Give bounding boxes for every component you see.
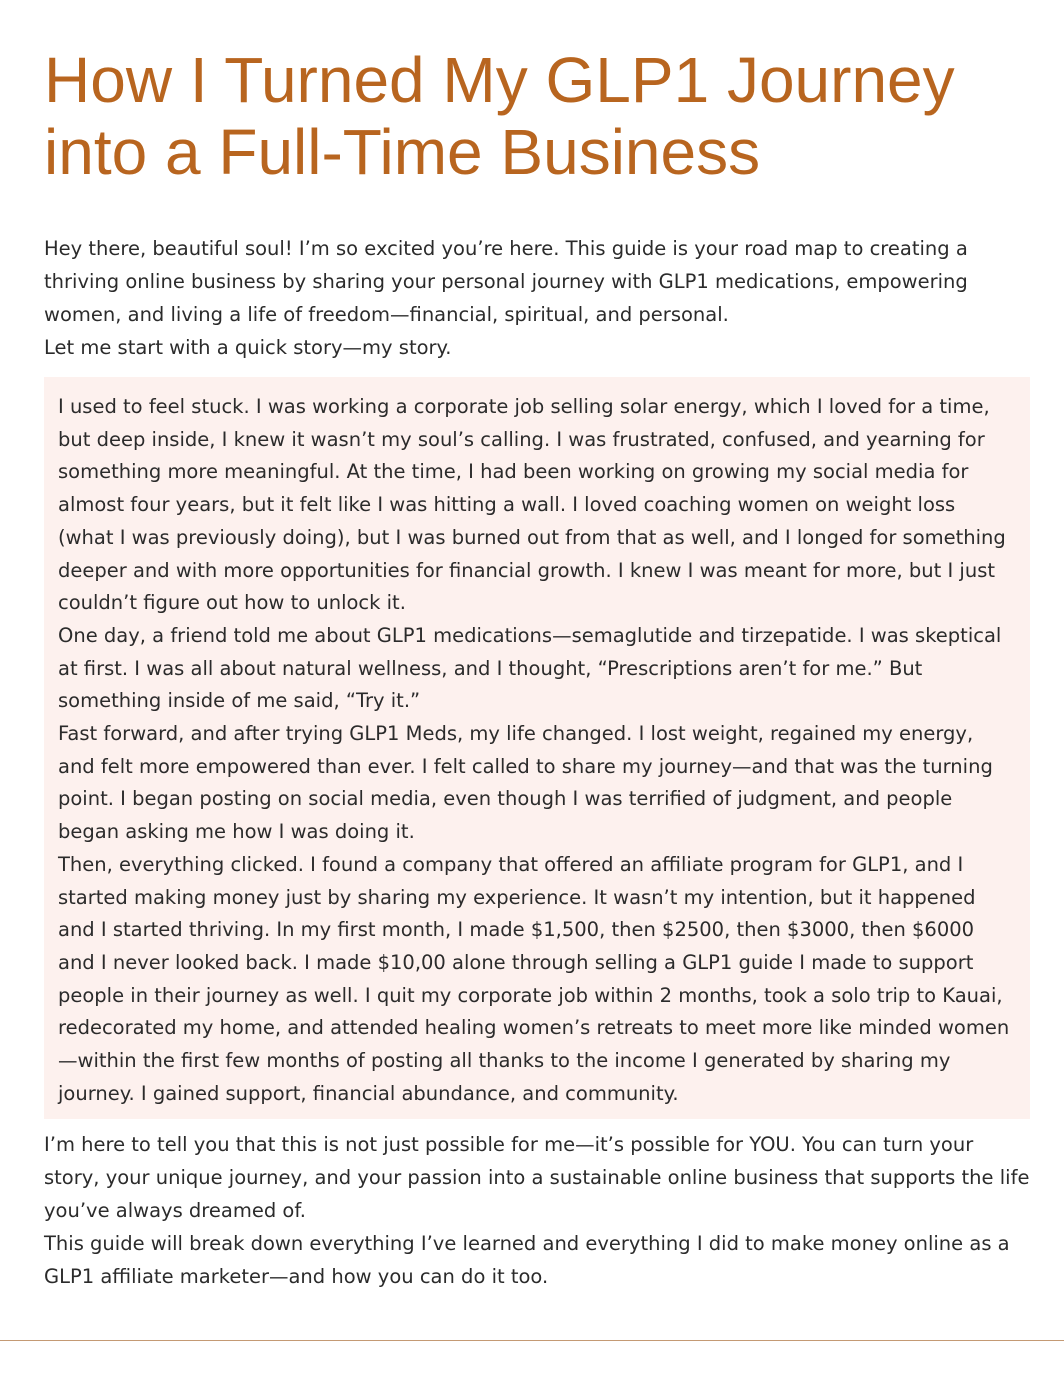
intro-paragraph: Hey there, beautiful soul! I’m so excited you’re here. This guide is your road map to creating a thriving online business by sharing your personal journey with GLP1 medications, empowering women, and living a life of freedom—financial, spiritual, and personal.	[44, 237, 968, 326]
intro-section	[44, 232, 1034, 364]
page-title-line-1: How I Turned My GLP1 Journey	[44, 44, 955, 116]
outro-paragraph: I’m here to tell you that this is not just possible for me—it’s possible for YOU. You can turn your story, your unique journey, and your passion into a sustainable online business that supports the life you’ve always dreamed of.	[44, 1133, 1030, 1222]
page-title	[44, 44, 1044, 188]
story-paragraph: Then, everything clicked. I found a company that offered an affiliate program for GLP1, and I started making money just by sharing my experience. It wasn’t my intention, but it happened and I started thriving. In my first month, I made $1,500, then $2500, then $3000, then $6000 and I never looked back. I made $10,00 alone through selling a GLP1 guide I made to support people in their journey as well. I quit my corporate job within 2 months, took a solo trip to Kauai, redecorated my home, and attended healing women’s retreats to meet more like minded women—within the first few months of posting all thanks to the income I generated by sharing my journey. I gained support, financial abundance, and community.	[58, 852, 1010, 1105]
outro-section	[44, 1128, 1034, 1293]
story-paragraph: One day, a friend told me about GLP1 medications—semaglutide and tirzepatide. I was skeptical at first. I was all about natural wellness, and I thought, “Prescriptions aren’t for me.” But something inside of me said, “Try it.”	[58, 623, 1002, 713]
page-title-line-2: into a Full-Time Business	[44, 116, 761, 188]
story-paragraph: I used to feel stuck. I was working a corporate job selling solar energy, which I loved for a time, but deep inside, I knew it wasn’t my soul’s calling. I was frustrated, confused, and yearning for something more meaningful. At the time, I had been working on growing my social media for almost four years, but it felt like I was hitting a wall. I loved coaching women on weight loss (what I was previously doing), but I was burned out from that as well, and I longed for something deeper and with more opportunities for financial growth. I knew I was meant for more, but I just couldn’t figure out how to unlock it.	[58, 395, 1006, 615]
story-callout	[44, 377, 1030, 1119]
intro-paragraph: Let me start with a quick story—my story.	[44, 336, 452, 359]
footer-divider	[0, 1340, 1064, 1341]
story-paragraph: Fast forward, and after trying GLP1 Meds, my life changed. I lost weight, regained my energy, and felt more empowered than ever. I felt called to share my journey—and that was the turning point. I began posting on social media, even though I was terrified of judgment, and people began asking me how I was doing it.	[58, 722, 993, 844]
outro-paragraph: This guide will break down everything I’ve learned and everything I did to make money online as a GLP1 affiliate marketer—and how you can do it too.	[44, 1232, 1010, 1288]
